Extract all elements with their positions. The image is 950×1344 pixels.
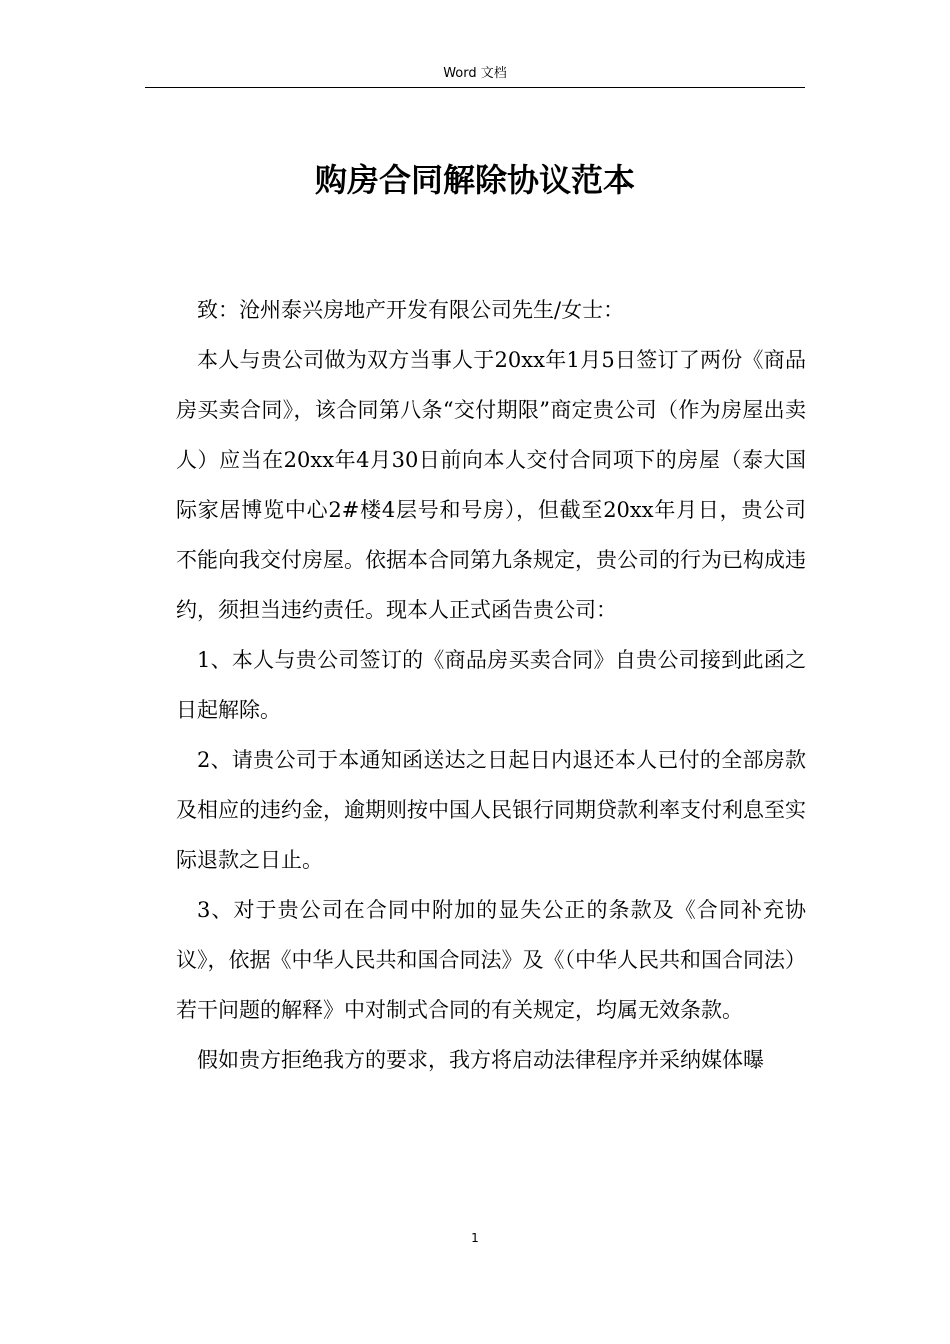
clause-1-paragraph: 1、本人与贵公司签订的《商品房买卖合同》自贵公司接到此函之日起解除。 [176,648,806,722]
salutation-paragraph: 致：沧州泰兴房地产开发有限公司先生/女士： [197,298,625,322]
page-header: Word 文档 [443,66,507,81]
document-title: 购房合同解除协议范本 [314,161,635,199]
clause-2-paragraph: 2、请贵公司于本通知函送达之日起日内退还本人已付的全部房款及相应的违约金，逾期则按中国人民银行同期贷款利率支付利息至实际退款之日止。 [176,748,806,872]
closing-paragraph: 假如贵方拒绝我方的要求，我方将启动法律程序并采纳媒体曝 [197,1048,764,1072]
document-body [176,285,806,1085]
page-number: 1 [471,1231,479,1245]
clause-3-paragraph: 3、对于贵公司在合同中附加的显失公正的条款及《合同补充协议》，依据《中华人民共和国合同法》及《（中华人民共和国合同法）若干问题的解释》中对制式合同的有关规定，均属无效条款。 [176,898,806,1022]
header-divider [145,87,805,88]
body-paragraph: 本人与贵公司做为双方当事人于20xx年1月5日签订了两份《商品房买卖合同》，该合同第八条“交付期限”商定贵公司（作为房屋出卖人）应当在20xx年4月30日前向本人交付合同项下的房屋（泰大国际家居博览中心2#楼4层号和号房），但截至20xx年月日，贵公司不能向我交付房屋。依据本合同第九条规定，贵公司的行为已构成违约，须担当违约责任。现本人正式函告贵公司： [176,348,806,622]
